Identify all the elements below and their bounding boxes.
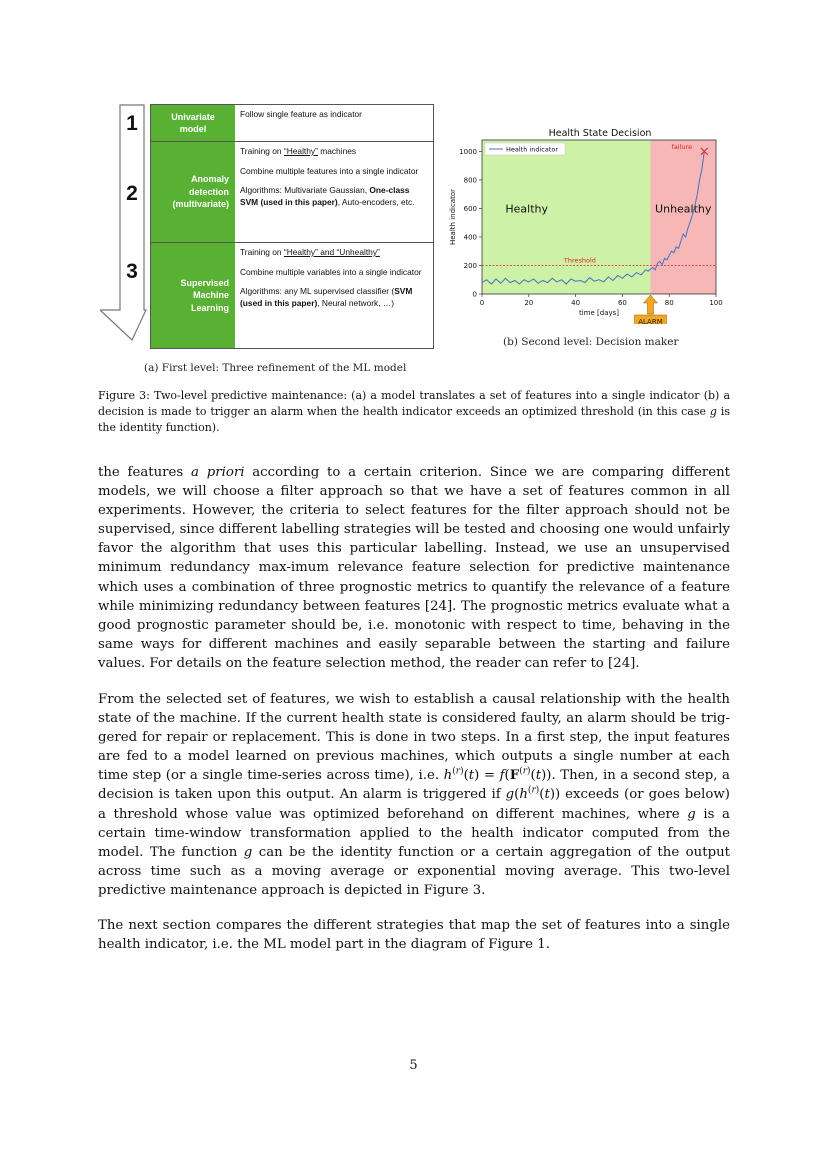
y-tick-label: 600 xyxy=(463,204,477,213)
x-tick-label: 20 xyxy=(524,299,534,307)
x-axis-label: time [days] xyxy=(578,309,620,317)
level-number-2: 2 xyxy=(126,182,138,205)
level-label-2: Anomaly detection (multivariate) xyxy=(151,142,235,242)
level-text-1: Follow single feature as indicator xyxy=(240,109,362,119)
page-number: 5 xyxy=(409,1058,418,1073)
region-unhealthy xyxy=(650,140,716,294)
region-label-unhealthy: Unhealthy xyxy=(655,202,712,216)
alarm-label: ALARM xyxy=(638,318,663,324)
levels-table xyxy=(150,104,434,349)
y-tick-label: 1000 xyxy=(459,147,477,156)
y-axis-label: Health indicator xyxy=(449,188,457,246)
chart-legend xyxy=(485,143,565,155)
subcaption-b: (b) Second level: Decision maker xyxy=(503,336,679,348)
health-state-chart xyxy=(446,124,736,324)
level-label-1: Univariate model xyxy=(151,105,235,141)
legend-label: Health indicator xyxy=(506,145,559,154)
y-tick-label: 0 xyxy=(472,290,477,299)
level-text-3: Training on “Healthy” and “Unhealthy” Combine multiple variables into a single indicator Algorithms: any ML supervised classifier (SVM (used in this paper), Neural network, …) xyxy=(240,247,422,308)
region-healthy xyxy=(482,140,650,294)
x-tick-label: 80 xyxy=(664,299,674,307)
region-label-healthy: Healthy xyxy=(505,202,549,216)
paragraph-3: The next section compares the different strategies that map the set of features into a single health indicator, i.e. the ML model part in the diagram of Figure 1. xyxy=(98,918,730,953)
x-tick-label: 100 xyxy=(709,299,723,307)
failure-label: failure xyxy=(671,143,693,151)
y-tick-label: 400 xyxy=(463,233,477,242)
subcaption-a: (a) First level: Three refinement of the ML model xyxy=(144,362,407,374)
y-tick-label: 200 xyxy=(463,261,477,270)
x-tick-label: 60 xyxy=(617,299,627,307)
level-row-1 xyxy=(151,105,433,141)
level-label-3: Supervised Machine Learning xyxy=(151,243,235,348)
level-row-2 xyxy=(151,141,433,242)
chart-title: Health State Decision xyxy=(548,128,652,139)
x-tick-label: 0 xyxy=(479,299,485,307)
y-tick-label: 800 xyxy=(463,176,477,185)
paragraph-2: From the selected set of features, we wish to establish a causal relationship with the health state of the machine. If the current health state is considered faulty, an alarm should be trig-gered for repair or replacement. This is done in two steps. In a first step, the input features are fed to a model learned on previous machines, which outputs a single number at each time step (or a single time-series across time), i.e. $h^{(r)}(t) = f(F^{(r)}(t))$. Then, in a second step, a decision is taken upon this output. An alarm is triggered if $g(h^{(r)}(t))$ exceeds (or goes below) a threshold whose value was optimized beforehand on different machines, where g is a certain time-window transformation applied to the health indicator computed from the model. The function g can be the identity function or a certain aggregation of the output across time such as a moving average or exponential moving average. This two-level predictive maintenance approach is depicted in Figure 3. xyxy=(98,692,730,898)
refinement-diagram xyxy=(100,104,436,366)
level-number-1: 1 xyxy=(126,112,138,135)
figure-caption: Figure 3: Two-level predictive maintenance: (a) a model translates a set of features into a single indicator (b) a decision is made to trigger an alarm when the health indicator exceeds an optimized threshold (in this case g is the identity function). xyxy=(98,389,730,434)
level-number-3: 3 xyxy=(126,260,138,283)
alarm-arrow-icon xyxy=(643,295,657,314)
threshold-label: Threshold xyxy=(563,256,596,265)
level-text-2: Training on “Healthy” machines Combine multiple features into a single indicator Algorithms: Multivariate Gaussian, One-class SVM (used in this paper), Auto-encoders, etc. xyxy=(240,146,419,207)
paragraph-1: the features a priori according to a certain criterion. Since we are comparing different models, we will choose a filter approach so that we have a set of features common in all experiments. However, the criteria to select features for the filter approach should not be supervised, since different labelling strategies will be tested and choosing one would unfairly favor the algorithm that uses this particular labelling. Instead, we use an unsupervised minimum redundancy max-imum relevance feature selection for predictive maintenance which uses a combination of three prognostic metrics to quantify the relevance of a feature while minimizing redundancy between features [24]. The prognostic metrics evaluate what a good prognostic parameter should be, i.e. monotonic with respect to time, behaving in the same ways for different machines and easily separable between the starting and failure values. For details on the feature selection method, the reader can refer to [24]. xyxy=(98,465,731,671)
level-row-3 xyxy=(151,242,433,348)
x-tick-label: 40 xyxy=(571,299,581,307)
